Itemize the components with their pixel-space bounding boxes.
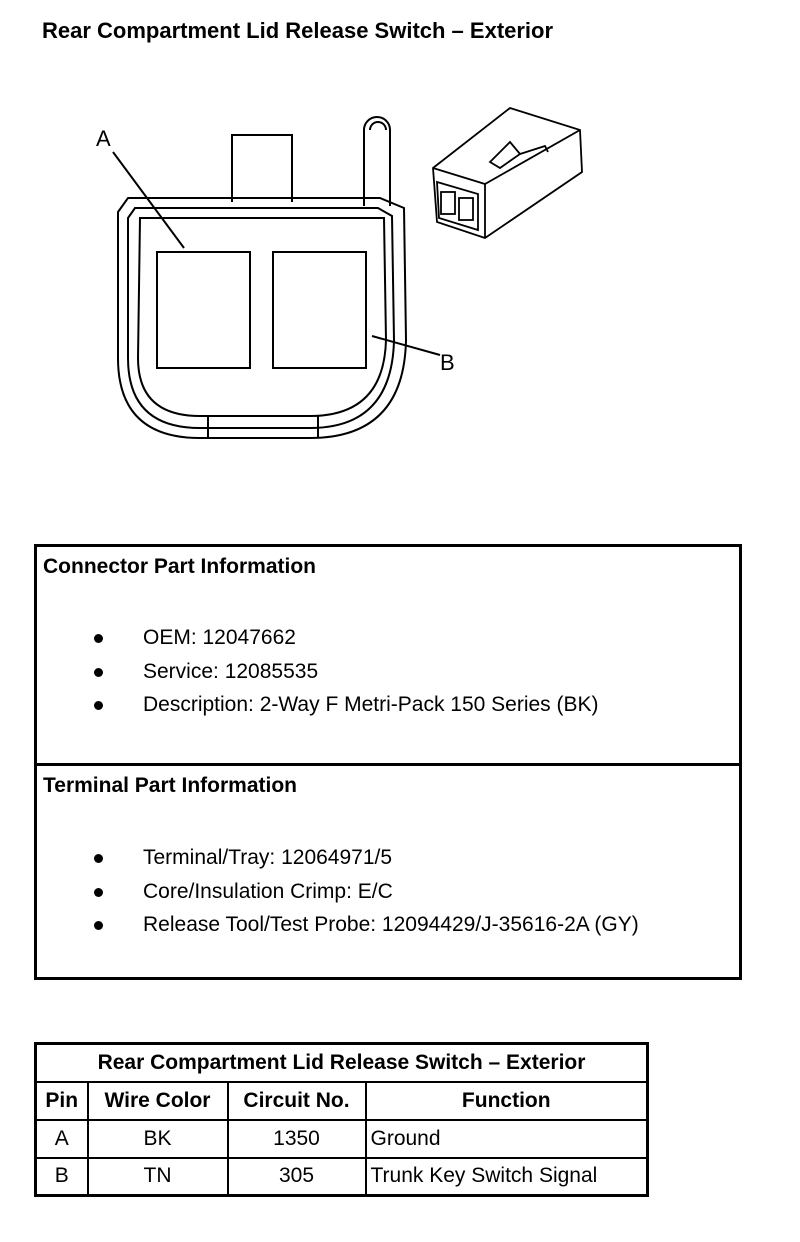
col-header-function: Function — [366, 1082, 648, 1120]
bullet-icon — [94, 701, 103, 710]
bullet-icon — [94, 668, 103, 677]
connector-info-heading: Connector Part Information — [43, 555, 317, 578]
cell-pin: B — [36, 1158, 88, 1196]
list-item-text: Terminal/Tray: 12064971/5 — [143, 846, 393, 869]
table-row — [36, 1158, 648, 1196]
bullet-icon — [94, 854, 103, 863]
col-header-pin: Pin — [36, 1082, 88, 1120]
cell-wire-color: BK — [88, 1120, 228, 1158]
connector-part-info — [37, 547, 739, 766]
pin-a-label: A — [96, 126, 111, 151]
bullet-icon — [94, 634, 103, 643]
cell-circuit: 1350 — [228, 1120, 366, 1158]
pin-b-label: B — [440, 350, 455, 375]
connector-face-drawing — [113, 117, 440, 438]
bullet-icon — [94, 921, 103, 930]
page-title: Rear Compartment Lid Release Switch – Exterior — [42, 18, 554, 43]
connector-diagram — [0, 90, 620, 450]
cell-function: Ground — [366, 1120, 648, 1158]
cell-function: Trunk Key Switch Signal — [366, 1158, 648, 1196]
list-item-text: Core/Insulation Crimp: E/C — [143, 879, 393, 903]
bullet-icon — [94, 888, 103, 897]
list-item-text: Description: 2-Way F Metri-Pack 150 Series (BK) — [143, 693, 599, 716]
cell-pin: A — [36, 1120, 88, 1158]
cavity-b — [273, 252, 366, 368]
list-item-text: Release Tool/Test Probe: 12094429/J-35616-2A (GY) — [143, 913, 639, 936]
list-item-text: OEM: 12047662 — [143, 626, 296, 649]
cell-wire-color: TN — [88, 1158, 228, 1196]
part-info-box — [34, 544, 742, 980]
col-header-circuit: Circuit No. — [228, 1082, 366, 1120]
list-item-text: Service: 12085535 — [143, 659, 319, 683]
pin-table — [34, 1042, 649, 1197]
terminal-part-info — [37, 766, 739, 980]
cell-circuit: 305 — [228, 1158, 366, 1196]
cavity-a — [157, 252, 250, 368]
table-row — [36, 1120, 648, 1158]
connector-isometric-drawing — [433, 108, 582, 238]
table-header-row — [36, 1082, 648, 1120]
table-title: Rear Compartment Lid Release Switch – Exterior — [36, 1044, 648, 1082]
terminal-info-heading: Terminal Part Information — [43, 774, 297, 797]
col-header-wire-color: Wire Color — [88, 1082, 228, 1120]
